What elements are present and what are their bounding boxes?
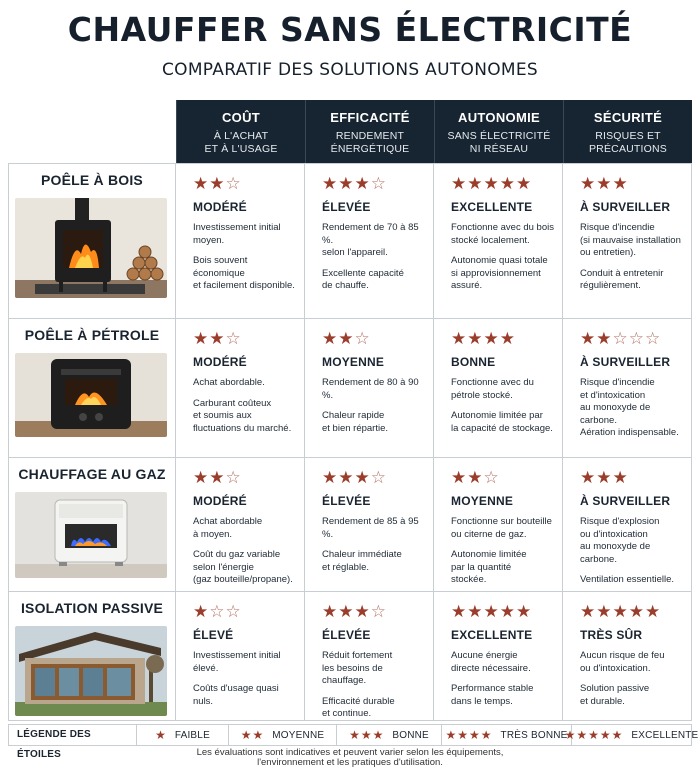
cell-description: Coût du gaz variable selon l'énergie (gaz bouteille/propane). bbox=[193, 549, 293, 585]
footnote: Les évaluations sont indicatives et peuvent varier selon les équipements, l'environnement et les pratiques d'utilisation. bbox=[196, 747, 504, 768]
star-filled-icon: ★ bbox=[564, 728, 577, 742]
star-rating bbox=[193, 602, 296, 624]
star-filled-icon: ★ bbox=[580, 174, 597, 193]
cell-description: Risque d'incendie (si mauvaise installation ou entretien). bbox=[580, 222, 681, 258]
star-filled-icon: ★ bbox=[451, 602, 468, 621]
cell-description: Excellente capacité de chauffe. bbox=[322, 267, 404, 291]
star-empty-icon: ☆ bbox=[645, 329, 662, 348]
legend-item-bonne bbox=[337, 725, 442, 745]
rating-label: À SURVEILLER bbox=[580, 355, 671, 369]
star-filled-icon: ★ bbox=[451, 174, 468, 193]
page-title: CHAUFFER SANS ÉLECTRICITÉ bbox=[67, 10, 633, 49]
column-header-cout bbox=[176, 100, 305, 163]
star-filled-icon: ★ bbox=[338, 174, 355, 193]
row-label-cell bbox=[8, 592, 176, 720]
row-label-cell bbox=[8, 164, 176, 318]
cell-efficacite bbox=[305, 592, 434, 720]
star-rating bbox=[580, 602, 683, 624]
rating-label: À SURVEILLER bbox=[580, 200, 671, 214]
cell-description: Conduit à entretenir régulièrement. bbox=[580, 267, 664, 291]
rating-label: ÉLEVÉE bbox=[322, 628, 371, 642]
star-rating bbox=[193, 468, 296, 490]
star-filled-icon: ★ bbox=[193, 602, 210, 621]
legend-label: MOYENNE bbox=[272, 729, 325, 741]
star-filled-icon: ★ bbox=[499, 329, 516, 348]
table-row-chauffage-gaz bbox=[8, 457, 692, 591]
cell-description: Investissement initial élevé. bbox=[193, 650, 281, 674]
star-empty-icon: ☆ bbox=[225, 468, 242, 487]
row-label: CHAUFFAGE AU GAZ bbox=[18, 466, 166, 482]
cell-description: Performance stable dans le temps. bbox=[451, 683, 534, 707]
star-filled-icon: ★ bbox=[193, 174, 210, 193]
row-label: POÊLE À BOIS bbox=[41, 172, 143, 188]
cell-cout bbox=[176, 164, 305, 318]
star-filled-icon: ★ bbox=[516, 174, 533, 193]
star-empty-icon: ☆ bbox=[354, 329, 371, 348]
legend-item-faible bbox=[137, 725, 229, 745]
legend-stars bbox=[565, 728, 624, 742]
star-filled-icon: ★ bbox=[588, 728, 600, 742]
star-filled-icon: ★ bbox=[576, 728, 589, 742]
legend-item-excellente bbox=[564, 725, 699, 745]
star-filled-icon: ★ bbox=[612, 468, 629, 487]
star-filled-icon: ★ bbox=[612, 602, 629, 621]
cell-description: Carburant coûteux et soumis aux fluctuations du marché. bbox=[193, 397, 292, 434]
star-rating bbox=[580, 329, 683, 351]
cell-securite bbox=[563, 592, 692, 720]
rating-label: MOYENNE bbox=[451, 494, 514, 508]
gas-heater-photo bbox=[15, 492, 167, 578]
cell-description: Coûts d'usage quasi nuls. bbox=[193, 683, 279, 707]
legend-stars bbox=[155, 728, 167, 742]
star-empty-icon: ☆ bbox=[370, 174, 387, 193]
star-empty-icon: ☆ bbox=[370, 468, 387, 487]
column-title: COÛT bbox=[221, 110, 261, 125]
cell-description: Fonctionne sur bouteille ou citerne de gaz. bbox=[451, 516, 552, 540]
rating-label: EXCELLENTE bbox=[451, 628, 533, 642]
cell-autonomie bbox=[434, 592, 563, 720]
rating-label: BONNE bbox=[451, 355, 496, 369]
cell-cout bbox=[176, 592, 305, 720]
table-row-poele-petrole bbox=[8, 318, 692, 457]
cell-efficacite bbox=[305, 164, 434, 318]
star-empty-icon: ☆ bbox=[209, 602, 226, 621]
rating-label: TRÈS SÛR bbox=[580, 628, 643, 642]
cell-description: Chaleur rapide et bien répartie. bbox=[322, 410, 389, 434]
column-subtitle: À L'ACHAT ET À L'USAGE bbox=[204, 130, 278, 155]
star-empty-icon: ☆ bbox=[370, 602, 387, 621]
star-filled-icon: ★ bbox=[580, 468, 597, 487]
star-filled-icon: ★ bbox=[155, 728, 167, 742]
star-filled-icon: ★ bbox=[209, 174, 226, 193]
star-filled-icon: ★ bbox=[322, 468, 339, 487]
page-subtitle: COMPARATIF DES SOLUTIONS AUTONOMES bbox=[161, 60, 538, 80]
cell-cout bbox=[176, 319, 305, 457]
star-filled-icon: ★ bbox=[338, 468, 355, 487]
legend-stars bbox=[241, 728, 265, 742]
oil-stove-photo bbox=[15, 353, 167, 437]
star-empty-icon: ☆ bbox=[225, 174, 242, 193]
star-filled-icon: ★ bbox=[499, 174, 516, 193]
star-filled-icon: ★ bbox=[483, 602, 500, 621]
star-filled-icon: ★ bbox=[193, 468, 210, 487]
cell-description: Aucune énergie directe nécessaire. bbox=[451, 650, 531, 674]
cell-cout bbox=[176, 458, 305, 591]
star-filled-icon: ★ bbox=[580, 329, 597, 348]
header-spacer bbox=[8, 100, 176, 163]
star-filled-icon: ★ bbox=[467, 602, 484, 621]
column-title: SÉCURITÉ bbox=[593, 110, 663, 125]
star-filled-icon: ★ bbox=[240, 728, 253, 742]
star-filled-icon: ★ bbox=[322, 329, 339, 348]
cell-description: Risque d'incendie et d'intoxication au monoxyde de carbone. Aération indispensable. bbox=[580, 377, 679, 438]
cell-description: Investissement initial moyen. bbox=[193, 222, 281, 246]
legend-item-moyenne bbox=[229, 725, 337, 745]
star-filled-icon: ★ bbox=[467, 468, 484, 487]
star-empty-icon: ☆ bbox=[225, 329, 242, 348]
star-filled-icon: ★ bbox=[451, 329, 468, 348]
star-rating bbox=[451, 468, 554, 490]
legend-title: LÉGENDE DES ÉTOILES bbox=[9, 725, 137, 745]
rating-label: MODÉRÉ bbox=[193, 355, 247, 369]
cell-description: Fonctionne avec du bois stocké localement. bbox=[451, 222, 554, 246]
star-filled-icon: ★ bbox=[596, 468, 613, 487]
star-filled-icon: ★ bbox=[252, 728, 265, 742]
cell-description: Autonomie limitée par la capacité de stockage. bbox=[451, 410, 553, 434]
star-rating bbox=[322, 174, 425, 196]
star-rating bbox=[451, 602, 554, 624]
star-rating bbox=[322, 602, 425, 624]
cell-description: Risque d'explosion ou d'intoxication au monoxyde de carbone. bbox=[580, 516, 660, 565]
star-filled-icon: ★ bbox=[354, 602, 371, 621]
comparison-table bbox=[8, 100, 692, 721]
cell-securite bbox=[563, 164, 692, 318]
row-label-cell bbox=[8, 319, 176, 457]
star-filled-icon: ★ bbox=[611, 728, 624, 742]
cell-description: Rendement de 70 à 85 %. selon l'appareil. bbox=[322, 222, 419, 258]
legend-stars bbox=[349, 728, 384, 742]
star-filled-icon: ★ bbox=[596, 174, 613, 193]
cell-description: Bois souvent économique et facilement disponible. bbox=[193, 255, 295, 291]
star-filled-icon: ★ bbox=[499, 602, 516, 621]
star-rating bbox=[193, 329, 296, 351]
star-filled-icon: ★ bbox=[580, 602, 597, 621]
star-filled-icon: ★ bbox=[483, 329, 500, 348]
star-rating bbox=[322, 468, 425, 490]
cell-description: Efficacité durable et continue. bbox=[322, 695, 395, 719]
star-filled-icon: ★ bbox=[645, 602, 662, 621]
column-subtitle: SANS ÉLECTRICITÉ NI RÉSEAU bbox=[447, 130, 551, 155]
legend-label: TRÈS BONNE bbox=[500, 729, 568, 741]
star-filled-icon: ★ bbox=[596, 602, 613, 621]
row-label: POÊLE À PÉTROLE bbox=[24, 327, 160, 343]
insulated-house-photo bbox=[15, 626, 167, 716]
star-filled-icon: ★ bbox=[599, 728, 612, 742]
star-filled-icon: ★ bbox=[322, 602, 339, 621]
cell-efficacite bbox=[305, 319, 434, 457]
wood-stove-photo bbox=[15, 198, 167, 298]
cell-securite bbox=[563, 458, 692, 591]
table-row-poele-bois bbox=[8, 163, 692, 318]
star-filled-icon: ★ bbox=[480, 728, 493, 742]
rating-label: MOYENNE bbox=[322, 355, 385, 369]
rating-label: ÉLEVÉ bbox=[193, 628, 234, 642]
cell-autonomie bbox=[434, 164, 563, 318]
legend-stars bbox=[445, 728, 492, 742]
star-filled-icon: ★ bbox=[354, 468, 371, 487]
table-header bbox=[8, 100, 692, 163]
star-filled-icon: ★ bbox=[372, 728, 385, 742]
column-subtitle: RENDEMENT ÉNERGÉTIQUE bbox=[330, 130, 410, 155]
star-filled-icon: ★ bbox=[467, 329, 484, 348]
cell-description: Achat abordable. bbox=[193, 377, 265, 388]
column-header-securite bbox=[563, 100, 692, 163]
star-filled-icon: ★ bbox=[354, 174, 371, 193]
cell-securite bbox=[563, 319, 692, 457]
star-filled-icon: ★ bbox=[445, 728, 458, 742]
star-filled-icon: ★ bbox=[596, 329, 613, 348]
star-filled-icon: ★ bbox=[209, 468, 226, 487]
star-empty-icon: ☆ bbox=[483, 468, 500, 487]
column-title: EFFICACITÉ bbox=[330, 110, 410, 125]
star-filled-icon: ★ bbox=[469, 728, 481, 742]
legend-item-tres-bonne bbox=[442, 725, 572, 745]
star-rating bbox=[193, 174, 296, 196]
star-filled-icon: ★ bbox=[338, 329, 355, 348]
star-filled-icon: ★ bbox=[457, 728, 469, 742]
cell-autonomie bbox=[434, 458, 563, 591]
cell-description: Autonomie limitée par la quantité stockée. bbox=[451, 549, 527, 585]
rating-label: EXCELLENTE bbox=[451, 200, 533, 214]
cell-description: Fonctionne avec du pétrole stocké. bbox=[451, 377, 534, 401]
star-rating bbox=[322, 329, 425, 351]
cell-efficacite bbox=[305, 458, 434, 591]
cell-description: Rendement de 85 à 95 %. bbox=[322, 516, 419, 540]
cell-description: Rendement de 80 à 90 %. bbox=[322, 377, 419, 401]
legend-label: EXCELLENTE bbox=[631, 729, 699, 741]
star-filled-icon: ★ bbox=[451, 468, 468, 487]
star-filled-icon: ★ bbox=[628, 602, 645, 621]
star-empty-icon: ☆ bbox=[612, 329, 629, 348]
column-subtitle: RISQUES ET PRÉCAUTIONS bbox=[588, 130, 668, 155]
star-empty-icon: ☆ bbox=[628, 329, 645, 348]
legend-label: FAIBLE bbox=[174, 729, 210, 741]
star-filled-icon: ★ bbox=[349, 728, 361, 742]
legend-label: BONNE bbox=[392, 729, 429, 741]
cell-description: Achat abordable à moyen. bbox=[193, 516, 263, 540]
column-header-efficacite bbox=[305, 100, 434, 163]
rating-label: MODÉRÉ bbox=[193, 494, 247, 508]
star-filled-icon: ★ bbox=[612, 174, 629, 193]
star-filled-icon: ★ bbox=[467, 174, 484, 193]
star-rating bbox=[580, 468, 683, 490]
row-label: ISOLATION PASSIVE bbox=[20, 600, 164, 616]
column-title: AUTONOMIE bbox=[458, 110, 540, 125]
cell-description: Autonomie quasi totale si approvisionnement assuré. bbox=[451, 255, 548, 291]
cell-description: Solution passive et durable. bbox=[580, 683, 650, 707]
star-filled-icon: ★ bbox=[483, 174, 500, 193]
rating-label: À SURVEILLER bbox=[580, 494, 671, 508]
column-header-autonomie bbox=[434, 100, 563, 163]
star-filled-icon: ★ bbox=[360, 728, 373, 742]
star-rating bbox=[451, 174, 554, 196]
star-rating bbox=[580, 174, 683, 196]
star-filled-icon: ★ bbox=[322, 174, 339, 193]
table-row-isolation-passive bbox=[8, 591, 692, 721]
star-filled-icon: ★ bbox=[209, 329, 226, 348]
rating-label: MODÉRÉ bbox=[193, 200, 247, 214]
star-rating bbox=[451, 329, 554, 351]
rating-label: ÉLEVÉE bbox=[322, 200, 371, 214]
row-label-cell bbox=[8, 458, 176, 591]
cell-description: Chaleur immédiate et réglable. bbox=[322, 549, 402, 573]
cell-description: Aucun risque de feu ou d'intoxication. bbox=[580, 650, 665, 674]
rating-label: ÉLEVÉE bbox=[322, 494, 371, 508]
star-filled-icon: ★ bbox=[516, 602, 533, 621]
star-filled-icon: ★ bbox=[193, 329, 210, 348]
star-empty-icon: ☆ bbox=[225, 602, 242, 621]
cell-autonomie bbox=[434, 319, 563, 457]
star-filled-icon: ★ bbox=[338, 602, 355, 621]
cell-description: Réduit fortement les besoins de chauffage. bbox=[322, 650, 393, 686]
cell-description: Ventilation essentielle. bbox=[580, 574, 675, 585]
